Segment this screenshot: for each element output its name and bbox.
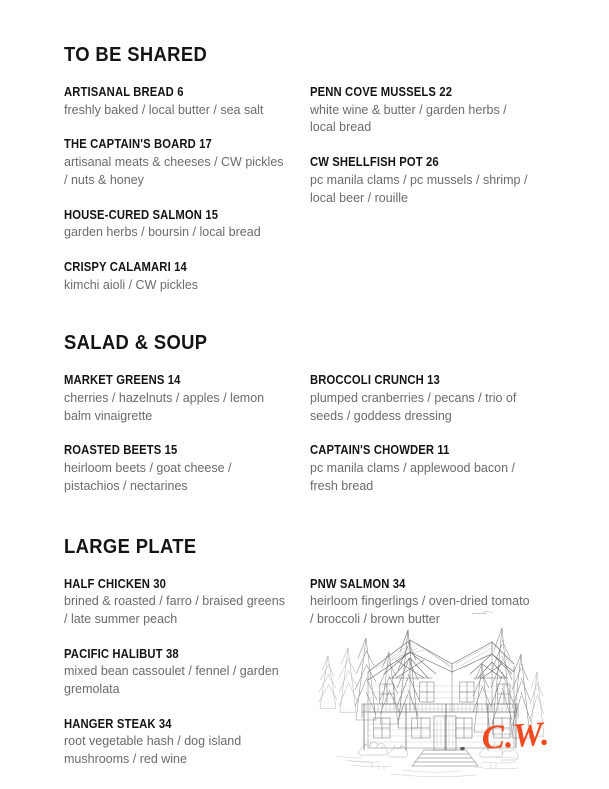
menu-section-salad-and-soup bbox=[64, 332, 547, 495]
menu-item-description: pc manila clams / applewood bacon / fresh bread bbox=[310, 461, 515, 493]
menu-item bbox=[310, 577, 555, 629]
menu-item-description: heirloom beets / goat cheese / pistachios / nectarines bbox=[64, 461, 232, 493]
menu-item-description: pc manila clams / pc mussels / shrimp / local beer / rouille bbox=[310, 172, 528, 205]
menu-item bbox=[64, 577, 309, 629]
section-title: LARGE PLATE bbox=[64, 535, 197, 558]
column-right bbox=[310, 373, 555, 495]
menu-item-name: THE CAPTAIN'S BOARD 17 bbox=[64, 137, 212, 152]
menu-item-description: artisanal meats & cheeses / CW pickles / nuts & honey bbox=[64, 155, 284, 187]
menu-item-name: PACIFIC HALIBUT 38 bbox=[64, 646, 179, 661]
menu-item-name: ARTISANAL BREAD 6 bbox=[64, 85, 184, 99]
menu-section-to-be-shared bbox=[64, 44, 547, 294]
menu-item-name: CAPTAIN'S CHOWDER 11 bbox=[310, 443, 450, 458]
menu-item-description: kimchi aioli / CW pickles bbox=[64, 277, 199, 292]
column-left bbox=[64, 577, 309, 769]
section-columns bbox=[64, 373, 547, 495]
menu-item-description: white wine & butter / garden herbs / local bread bbox=[310, 102, 507, 135]
menu-item-name: PENN COVE MUSSELS 22 bbox=[310, 85, 453, 99]
menu-item-name: ROASTED BEETS 15 bbox=[64, 443, 178, 458]
menu-item-description: heirloom fingerlings / oven-dried tomato / broccoli / brown butter bbox=[310, 594, 530, 626]
menu-item-description: garden herbs / boursin / local bread bbox=[64, 225, 261, 240]
menu-item-description: freshly baked / local butter / sea salt bbox=[64, 102, 264, 117]
menu-item bbox=[64, 647, 309, 699]
menu-item bbox=[64, 373, 309, 425]
menu-item-name: CRISPY CALAMARI 14 bbox=[64, 259, 187, 274]
menu-section-large-plate bbox=[64, 536, 547, 769]
menu-item bbox=[64, 443, 309, 495]
menu-item-name: CW SHELLFISH POT 26 bbox=[310, 155, 439, 170]
menu-item-name: HANGER STEAK 34 bbox=[64, 716, 172, 731]
column-right bbox=[310, 577, 555, 629]
section-columns bbox=[64, 577, 547, 769]
menu-item bbox=[64, 717, 309, 769]
menu-item bbox=[64, 260, 309, 294]
section-title: TO BE SHARED bbox=[64, 44, 208, 66]
menu-item bbox=[64, 208, 309, 242]
column-left bbox=[64, 373, 309, 495]
menu-item-name: PNW SALMON 34 bbox=[310, 576, 406, 591]
menu-item-description: plumped cranberries / pecans / trio of seeds / goddess dressing bbox=[310, 390, 517, 423]
menu-item-description: brined & roasted / farro / braised greens / late summer peach bbox=[64, 594, 285, 626]
menu-item bbox=[64, 137, 309, 189]
menu-item-name: MARKET GREENS 14 bbox=[64, 373, 181, 388]
column-right bbox=[310, 85, 555, 207]
column-left bbox=[64, 85, 309, 294]
menu-item-name: HALF CHICKEN 30 bbox=[64, 576, 167, 591]
menu-item bbox=[310, 373, 555, 425]
signature-monogram: C.W. bbox=[480, 715, 551, 757]
menu-item bbox=[310, 155, 555, 207]
menu-item-description: mixed bean cassoulet / fennel / garden gremolata bbox=[64, 664, 279, 696]
menu-item-name: BROCCOLI CRUNCH 13 bbox=[310, 373, 440, 388]
menu-item-description: cherries / hazelnuts / apples / lemon balm vinaigrette bbox=[64, 390, 265, 423]
menu-item-name: HOUSE-CURED SALMON 15 bbox=[64, 207, 219, 222]
menu-item bbox=[310, 85, 555, 137]
menu-item bbox=[64, 85, 309, 119]
menu-item-description: root vegetable hash / dog island mushrooms / red wine bbox=[64, 734, 242, 767]
section-title: SALAD & SOUP bbox=[64, 332, 208, 355]
section-columns bbox=[64, 85, 547, 294]
menu-item bbox=[310, 443, 555, 495]
